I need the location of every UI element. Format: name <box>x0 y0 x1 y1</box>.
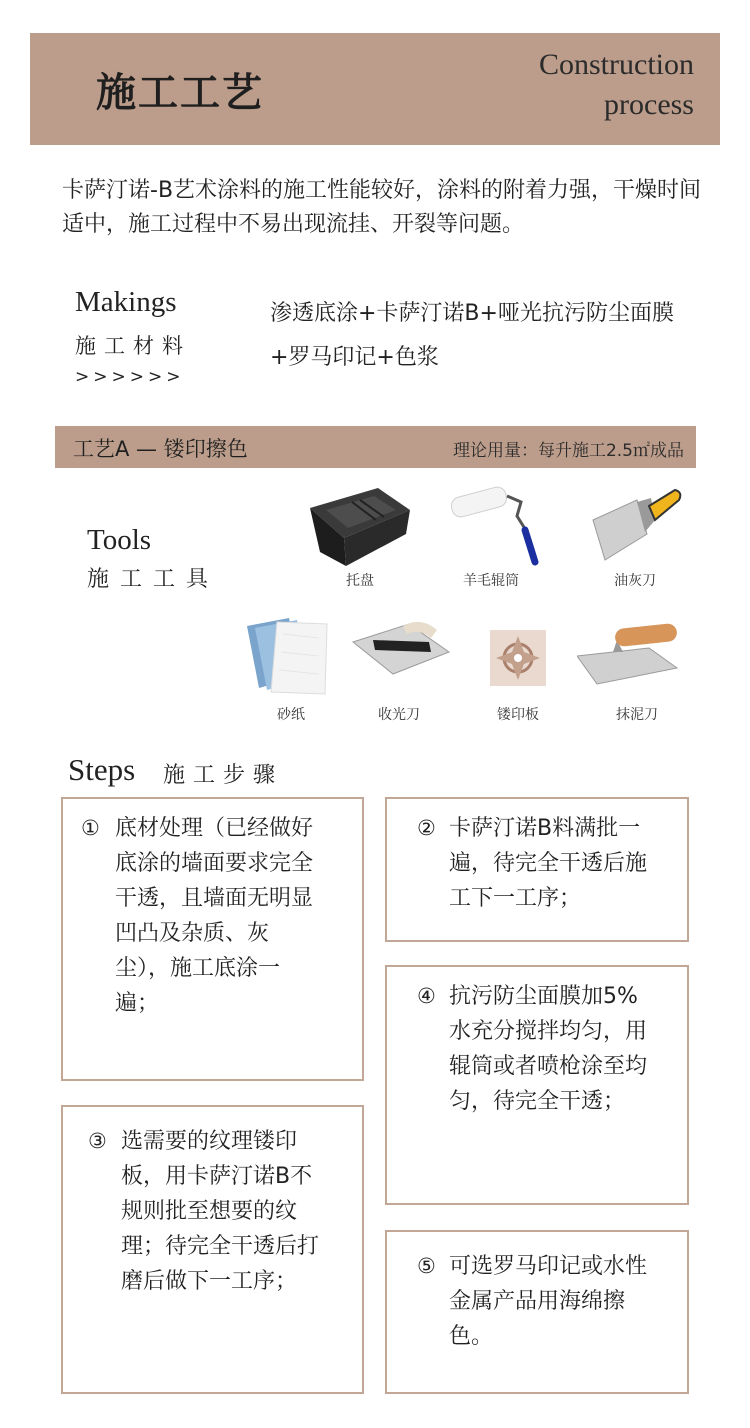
step-text: 可选罗马印记或水性金属产品用海绵擦色。 <box>449 1254 648 1349</box>
intro-paragraph: 卡萨汀诺-B艺术涂料的施工性能较好，涂料的附着力强，干燥时间适中，施工过程中不易出现流挂、开裂等问题。 <box>62 178 702 237</box>
steps-title-cn: 施工步骤 <box>163 763 284 788</box>
tools-title-en: Tools <box>87 524 152 556</box>
roller-icon <box>431 480 551 570</box>
finishing-trowel-icon <box>339 612 459 702</box>
tool-sandpaper <box>231 612 351 742</box>
step-number: ① <box>81 816 100 840</box>
step-card-4 <box>385 965 689 1205</box>
step-number: ⑤ <box>417 1254 436 1278</box>
step-number: ③ <box>88 1129 107 1153</box>
putty-knife-icon <box>575 480 695 570</box>
step-number: ④ <box>417 984 436 1008</box>
craft-bar <box>55 426 696 468</box>
tool-label: 羊毛辊筒 <box>463 573 519 589</box>
tool-label: 镂印板 <box>497 707 539 723</box>
step-text: 抗污防尘面膜加5%水充分搅拌均匀，用辊筒或者喷枪涂至均匀，待完全干透； <box>449 984 648 1114</box>
tool-label: 收光刀 <box>378 707 420 723</box>
step-card-2 <box>385 797 689 942</box>
tool-label: 抹泥刀 <box>616 707 658 723</box>
page-title-en: Construction process <box>539 48 694 121</box>
makings-title-en: Makings <box>75 286 177 318</box>
page-title: 施工工艺 <box>96 70 264 116</box>
step-text: 底材处理（已经做好底涂的墙面要求完全干透，且墙面无明显凹凸及杂质、灰尘），施工底涂一遍； <box>115 816 314 1016</box>
makings-arrows: >>>>>> <box>75 367 185 387</box>
tool-finishing-trowel <box>339 612 459 742</box>
makings-title-cn: 施工材料 <box>75 334 191 358</box>
step-text: 选需要的纹理镂印板，用卡萨汀诺B不规则批至想要的纹理；待完全干透后打磨后做下一工序； <box>121 1129 320 1294</box>
plaster-trowel-icon <box>577 612 697 702</box>
tray-icon <box>300 480 420 570</box>
sandpaper-icon <box>231 612 351 702</box>
stencil-icon <box>458 612 578 702</box>
step-card-5 <box>385 1230 689 1394</box>
steps-title-en: Steps <box>68 752 136 787</box>
tool-putty-knife <box>575 480 695 610</box>
tool-tray <box>300 480 420 610</box>
tool-label: 托盘 <box>346 573 374 589</box>
step-number: ② <box>417 816 436 840</box>
tool-roller <box>431 480 551 610</box>
step-text: 卡萨汀诺B料满批一遍，待完全干透后施工下一工序； <box>449 816 648 911</box>
header-banner <box>30 33 720 145</box>
craft-usage: 理论用量：每升施工2.5㎡成品 <box>452 441 684 461</box>
tool-label: 砂纸 <box>277 707 305 723</box>
step-card-3 <box>61 1105 364 1394</box>
tool-label: 油灰刀 <box>614 573 656 589</box>
tools-title-cn: 施工工具 <box>87 567 220 592</box>
makings-materials: 渗透底涂+卡萨汀诺B+哑光抗污防尘面膜+罗马印记+色浆 <box>270 301 674 370</box>
tool-plaster-trowel <box>577 612 697 742</box>
craft-title: 工艺A — 镂印擦色 <box>73 437 248 461</box>
tool-stencil <box>458 612 578 742</box>
step-card-1 <box>61 797 364 1081</box>
